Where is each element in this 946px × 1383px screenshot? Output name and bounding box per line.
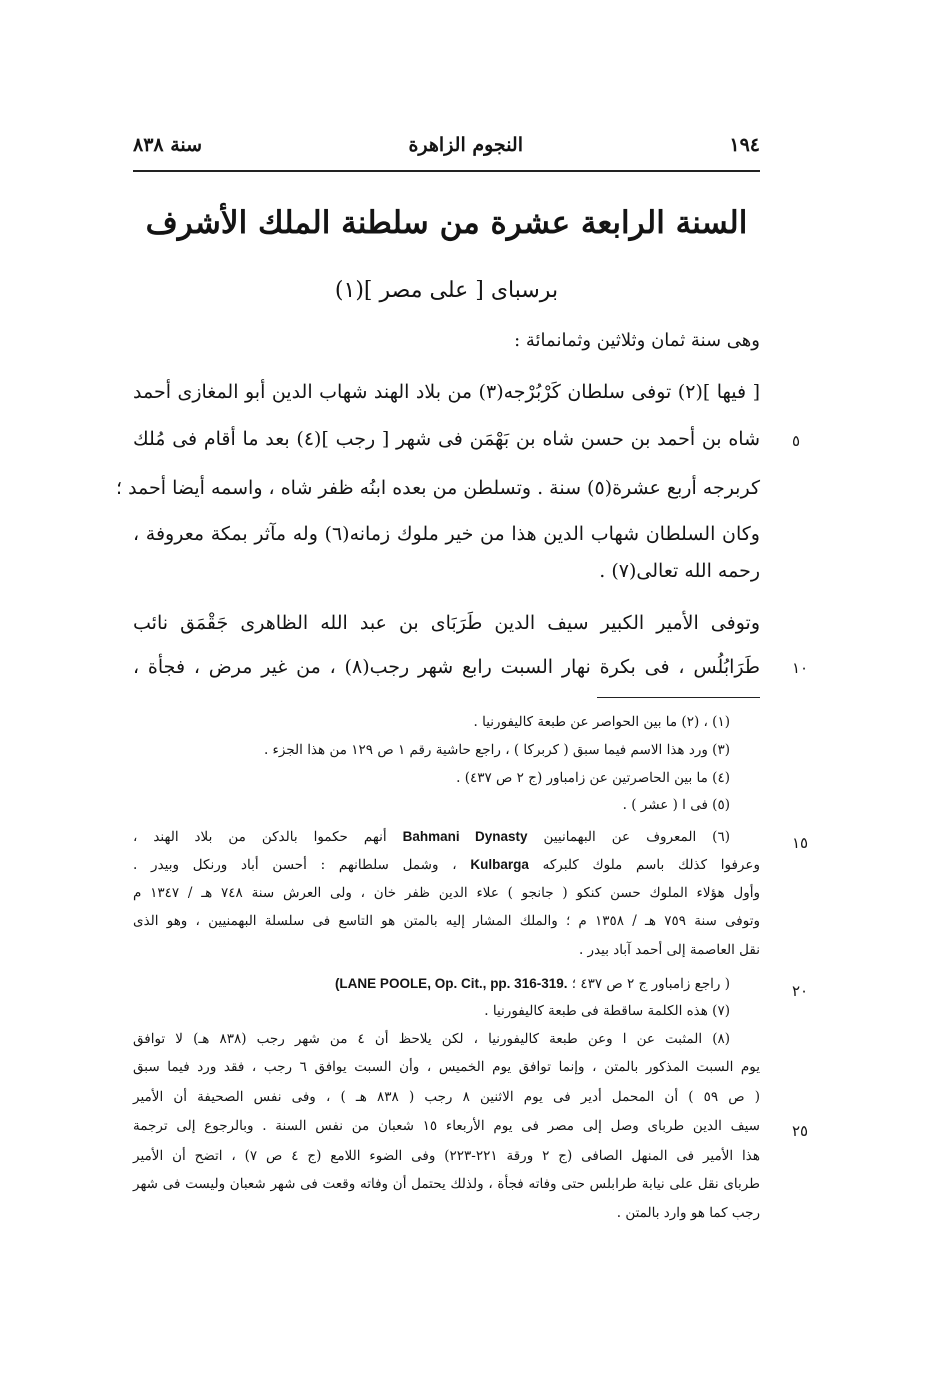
footnote-6-lead: (٦) المعروف عن البهمانيين: [543, 829, 730, 845]
footnote-line-6: [133, 829, 760, 845]
body-line: شاه بن أحمد بن حسن شاه بن بَهْمَن فى شهر [ رجب ](٤) بعد ما أقام فى مُلك: [133, 428, 760, 450]
footnote-line: هذا الأمير فى المنهل الصافى (ج ٢ ورقة ٢٢١-٢٢٣) وفى الضوء اللامع (ج ٤ ص ٧) ، اتضح أن الأمير: [133, 1148, 760, 1164]
footnote-text: ، وشمل سلطانهم : أحسن أباد ورنكل وبيدر .: [133, 857, 457, 873]
footnote-6-tail: أنهم حكموا بالدكن من بلاد الهند ،: [133, 829, 387, 845]
footnote-line: طرباى نقل على نيابة طرابلس حتى وفاته فجأة ، ولذلك يحتمل أن وفاته وقعت فى شهر شعبان وليست فى شهر: [133, 1176, 760, 1192]
footnote-line: يوم السبت المذكور بالمتن ، وإنما توافق يوم الخميس ، وأن السبت يوافق ٦ رجب ، فقد ورد فيما سبق: [133, 1059, 761, 1075]
year-statement: وهى سنة ثمان وثلاثين وثمانمائة :: [514, 330, 760, 351]
footnote-line: ( ص ٥٩ ) أن المحمل أدير فى يوم الاثنين ٨ رجب ( ٨٣٨ هـ ) ، وفى نفس الصحيفة أن الأمير: [133, 1089, 760, 1105]
line-number: ٢٠: [792, 982, 809, 1000]
footnote-line: (١) ، (٢) ما بين الحواصر عن طبعة كاليفورنيا .: [473, 714, 730, 730]
footnote-text: ( راجع زامباور ج ٢ ص ٤٣٧ ؛: [571, 976, 730, 992]
line-number: ١٠: [792, 659, 809, 677]
footnote-line: (٣) ورد هذا الاسم فيما سبق ( كربركا ) ، راجع حاشية رقم ١ ص ١٢٩ من هذا الجزء .: [263, 742, 730, 758]
line-number: ٥: [792, 432, 801, 450]
body-line: [ فيها ](٢) توفى سلطان كَرْبُرْجه(٣) من بلاد الهند شهاب الدين أبو المغازى أحمد: [133, 381, 760, 403]
book-title: النجوم الزاهرة: [408, 134, 524, 156]
body-line: رحمه الله تعالى(٧) .: [599, 560, 760, 582]
footnote-text: وعرفوا كذلك باسم ملوك كلبركه: [542, 857, 760, 873]
footnote-line: نقل العاصمة إلى أحمد آباد بيدر .: [578, 942, 760, 958]
footnote-line: (٥) فى ا ( عشر ) .: [622, 797, 730, 813]
body-line: وكان السلطان شهاب الدين هذا من خير ملوك زمانه(٦) وله مآثر بمكة معروفة ،: [133, 523, 760, 545]
footnote-line: [133, 976, 760, 992]
page-number: ١٩٤: [729, 134, 760, 156]
footnote-line: وأول هؤلاء الملوك حسن كنكو ( جانجو ) علاء الدين ظفر خان ، ولى العرش سنة ٧٤٨ هـ / ١٣٤٧ م: [133, 885, 760, 901]
section-subtitle: برسباى [ على مصر ](١): [334, 278, 559, 303]
footnote-latin: (LANE POOLE, Op. Cit., pp. 316-319.: [334, 976, 568, 991]
footnote-line: رجب كما هو وارد بالمتن .: [616, 1205, 760, 1221]
line-number: ١٥: [792, 834, 809, 852]
section-title: السنة الرابعة عشرة من سلطنة الملك الأشرف: [145, 205, 748, 241]
footnote-latin: Kulbarga: [470, 857, 529, 872]
body-line: وتوفى الأمير الكبير سيف الدين طَرَبَاى بن عبد الله الظاهرى جَقْمَق نائب: [133, 612, 760, 634]
footnote-line: (٨) المثبت عن ا وعن طبعة كاليفورنيا ، لكن يلاحظ أن ٤ من شهر رجب (٨٣٨ هـ) لا توافق: [133, 1031, 731, 1047]
running-header: [133, 128, 760, 162]
body-line: طَرَابُلُس ، فى بكرة نهار السبت رابع شهر رجب(٨) ، من غير مرض ، فجأة ،: [133, 656, 760, 678]
footnote-6-latin: Bahmani Dynasty: [402, 829, 528, 844]
footnote-line: وتوفى سنة ٧٥٩ هـ / ١٣٥٨ م ؛ والملك المشار إليه بالمتن هو التاسع فى سلسلة البهمنيين ، وهو الذى: [133, 913, 760, 929]
header-rule: [133, 170, 760, 172]
body-line: كربرجه أربع عشرة(٥) سنة . وتسلطن من بعده ابنُه ظفر شاه ، واسمه أيضا أحمد ؛: [115, 477, 760, 499]
footnote-line: [133, 857, 760, 873]
footnote-line: (٧) هذه الكلمة ساقطة فى طبعة كاليفورنيا .: [484, 1003, 730, 1019]
footnote-rule: [597, 697, 760, 698]
footnote-line: سيف الدين طرباى وصل إلى مصر فى يوم الأربعاء ١٥ شعبان من نفس السنة . وبالرجوع إلى ترجمة: [133, 1118, 760, 1134]
year-label: سنة ٨٣٨: [133, 134, 203, 156]
footnote-line: (٤) ما بين الحاصرتين عن زامباور (ج ٢ ص ٤٣٧) .: [456, 770, 730, 786]
line-number: ٢٥: [792, 1122, 809, 1140]
